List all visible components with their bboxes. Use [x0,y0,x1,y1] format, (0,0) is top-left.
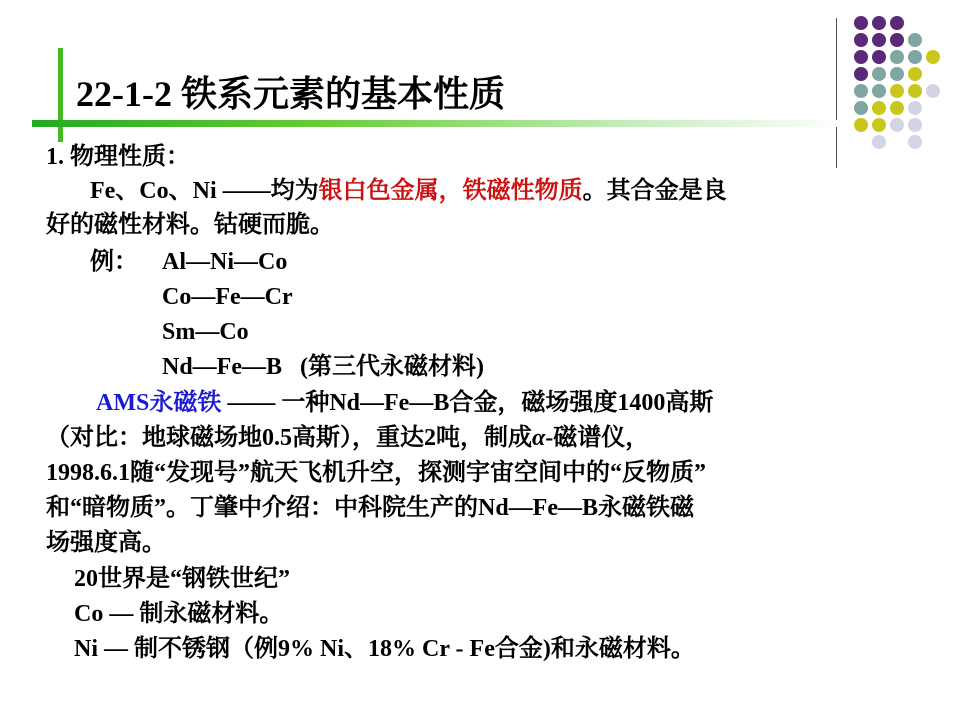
century-line: 20世界是“钢铁世纪” [74,566,290,592]
dot-yellow [872,101,886,115]
section-heading: 1. 物理性质： [46,144,190,170]
dot-yellow [854,118,868,132]
cobalt-use-line: Co — 制永磁材料。 [74,601,284,627]
thin-vertical-rule [836,18,837,168]
dot-lavender [926,84,940,98]
dot-purple [854,16,868,30]
slide-title: 22-1-2 铁系元素的基本性质 [76,74,505,114]
ams-blue-text: AMS永磁铁 [96,390,222,416]
example-item-4: Nd—Fe—B (第三代永磁材料) [162,354,484,380]
dot-teal [872,84,886,98]
ams-line-3: 1998.6.1随“发现号”航天飞机升空，探测宇宙空间中的“反物质” [46,460,706,486]
dot-yellow [872,118,886,132]
dot-purple [854,33,868,47]
green-vertical-rule [58,48,63,142]
dot-teal [854,101,868,115]
dot-purple [890,33,904,47]
dot-teal [872,67,886,81]
dot-purple [872,33,886,47]
dot-lavender [908,135,922,149]
dot-yellow [908,67,922,81]
dot-yellow [890,84,904,98]
alpha-symbol: α [532,425,546,451]
ams-line-5: 场强度高。 [46,530,166,556]
example-item-1: Al—Ni—Co [162,249,288,275]
dot-lavender [890,118,904,132]
example-item-2: Co—Fe—Cr [162,284,293,310]
dot-yellow [890,101,904,115]
dot-purple [872,16,886,30]
ams-line-2 [46,421,649,455]
dot-lavender [908,101,922,115]
text-span: （对比：地球磁场地0.5高斯），重达2吨，制成 [46,425,532,451]
paragraph-line-1 [90,174,727,208]
dot-purple [890,16,904,30]
example-label: 例： [90,249,138,275]
ams-line-4: 和“暗物质”。丁肇中介绍：中科院生产的Nd—Fe—B永磁铁磁 [46,495,694,521]
dot-teal [890,67,904,81]
dot-teal [890,50,904,64]
dot-yellow [926,50,940,64]
text-span: 。其合金是良 [582,178,727,204]
example-item-3: Sm—Co [162,319,249,345]
paragraph-line-2: 好的磁性材料。钴硬而脆。 [46,212,334,238]
dot-purple [854,67,868,81]
dot-yellow [908,84,922,98]
text-span: Fe、Co、Ni ——均为 [90,178,319,204]
text-span: -磁谱仪， [545,425,650,451]
green-horizontal-rule [32,120,844,127]
text-span: —— 一种Nd—Fe—B合金，磁场强度1400高斯 [221,390,714,416]
dot-lavender [872,135,886,149]
dot-lavender [908,118,922,132]
dot-teal [854,84,868,98]
dot-purple [872,50,886,64]
highlight-red-text: 银白色金属，铁磁性物质 [318,178,583,204]
dot-teal [908,33,922,47]
nickel-use-line: Ni — 制不锈钢（例9% Ni、18% Cr - Fe合金)和永磁材料。 [74,636,695,662]
ams-line-1 [96,386,713,420]
dot-purple [854,50,868,64]
dot-teal [908,50,922,64]
